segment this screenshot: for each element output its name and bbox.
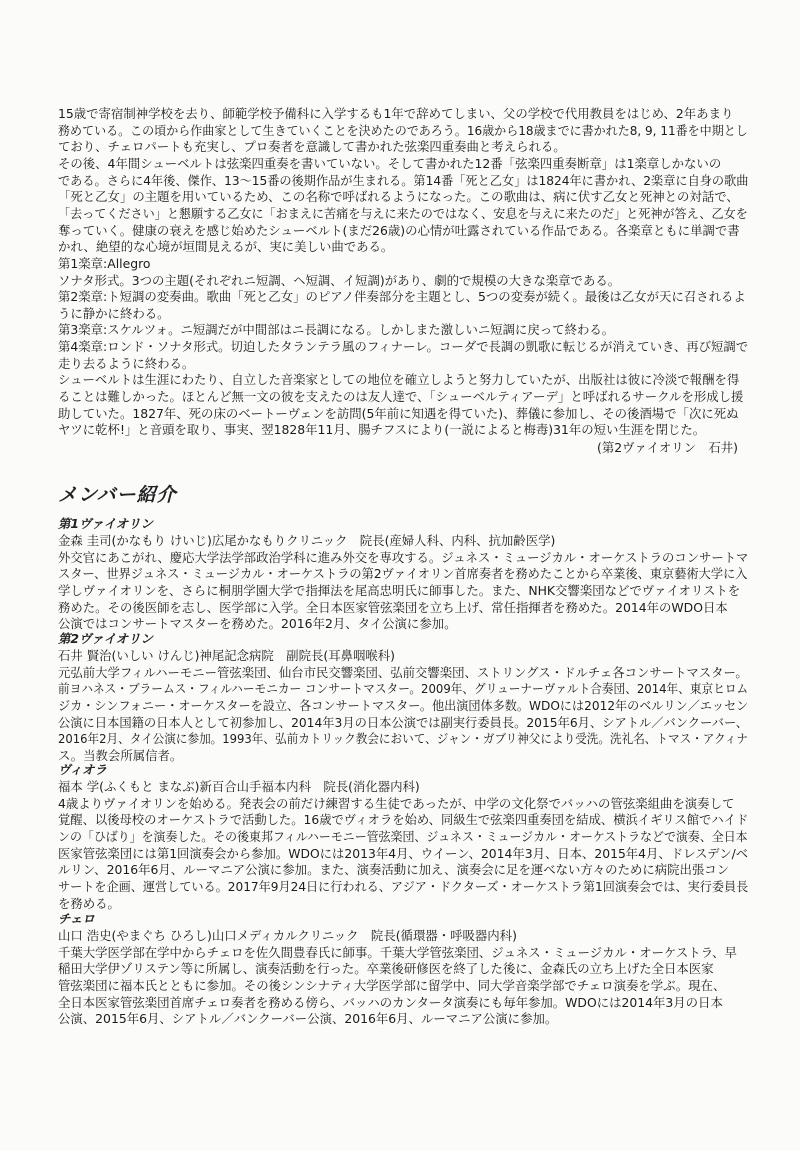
essay-signature: (第2ヴァイオリン 石井) bbox=[597, 440, 738, 455]
essay-line: 15歳で寄宿制神学校を去り、師範学校予備科に入学するも1年で辞めてしまい、父の学校で代用教員をはじめ、2年あまり bbox=[58, 106, 734, 121]
section-title: ヴィオラ bbox=[58, 762, 107, 777]
member-bio-line: を務める。 bbox=[58, 895, 120, 911]
essay-line: その後、4年間シューベルトは弦楽四重奏を書いていない。そして書かれた12番「弦楽四重奏断章」は1楽章しかないの bbox=[58, 155, 722, 171]
member-bio-line: サートを企画、運営している。2017年9月24日に行われる、アジア・ドクターズ・オーケストラ第1回演奏会では、実行委員長 bbox=[58, 878, 749, 894]
member-bio-line: 覚醒、以後母校のオーケストラで活動した。16歳でヴィオラを始め、同級生で弦楽四重奏団を結成、横浜イギリス館でハイド bbox=[58, 812, 749, 828]
essay-line: 奪っていく。健康の衰えを感じ始めたシューベルト(まだ26歳)の心情が吐露されている作品である。各楽章ともに単調で書 bbox=[58, 222, 740, 238]
member-bio-line: ンの「ひばり」を演奏した。その後東邦フィルハーモニー管弦楽団、ジュネス・ミュージカル・オーケストラなどで演奏、全日本 bbox=[58, 828, 748, 844]
member-name-line: 山口 浩史(やまぐち ひろし)山口メディカルクリニック 院長(循環器・呼吸器内科) bbox=[58, 928, 517, 943]
member-bio-line: 4歳よりヴァイオリンを始める。発表会の前だけ練習する生徒であったが、中学の文化祭でバッハの管弦楽組曲を演奏して bbox=[58, 795, 735, 811]
member-bio-line: 公演、2015年6月、シアトル／バンクーバー公演、2016年6月、ルーマニア公演に参加。 bbox=[58, 1011, 558, 1027]
essay-line: うに静かに終わる。 bbox=[58, 305, 170, 321]
member-bio-line: ス。当教会所属信者。 bbox=[58, 747, 183, 763]
member-bio-line: 公演に日本国籍の日本人として初参加し、2014年3月の日本公演では副実行委員長。2015年6月、シアトル／バンクーバー、 bbox=[58, 714, 749, 730]
member-bio-line: 医家管弦楽団には第1回演奏会から参加。WDOには2013年4月、ウイーン、2014年3月、日本、2015年4月、ドレスデン/ベ bbox=[58, 845, 749, 861]
essay-line: 務めている。この頃から作曲家として生きていくことを決めたのであろう。16歳から18歳までに書かれた8, 9, 11番を中期とし bbox=[58, 122, 748, 138]
member-bio-line: 千葉大学医学部在学中からチェロを佐久間豊春氏に師事。千葉大学管弦楽団、ジュネス・ミュージカル・オーケストラ、早 bbox=[58, 944, 737, 960]
member-bio-line: 学しヴァイオリンを、さらに桐朋学園大学で指揮法を尾高忠明氏に師事した。また、NHK交響楽団などでヴァイオリストを bbox=[58, 582, 741, 598]
member-bio-line: 外交官にあこがれ、慶応大学法学部政治学科に進み外交を専攻する。ジュネス・ミュージカル・オーケストラのコンサートマ bbox=[58, 549, 749, 565]
essay-line: 助していた。1827年、死の床のベートーヴェンを訪問(5年前に知遇を得ていた)、葬儀に参加し、その後酒場で「次に死ぬ bbox=[58, 405, 739, 421]
member-bio-line: スター、世界ジュネス・ミュージカル・オーケストラの第2ヴァイオリン首席奏者を務めたことから卒業後、東京藝術大学に入 bbox=[58, 566, 748, 582]
essay-line: 第3楽章:スケルツォ。ニ短調だが中間部はニ長調になる。しかしまた激しいニ短調に戻って終わる。 bbox=[58, 322, 615, 338]
section-title: チェロ bbox=[58, 911, 95, 926]
essay-line: 走り去るように終わる。 bbox=[58, 355, 195, 371]
member-bio-line: 務めた。その後医師を志し、医学部に入学。全日本医家管弦楽団を立ち上げ、常任指揮者を務めた。2014年のWDO日本 bbox=[58, 599, 728, 615]
member-bio-line: 稲田大学伊ゾリステン等に所属し、演奏活動を行った。卒業後研修医を終了した後に、金森氏の立ち上げた全日本医家 bbox=[58, 961, 714, 977]
member-bio-line: 2016年2月、タイ公演に参加。1993年、弘前カトリック教会において、ジャン・ガブリ神父により受洗。洗礼名、トマス・アクィナ bbox=[58, 731, 748, 747]
essay-line: シューベルトは生涯にわたり、自立した音楽家としての地位を確立しようと努力していたが、出版社は彼に冷淡で報酬を得 bbox=[58, 372, 740, 388]
member-bio-line: ジカ・シンフォニー・オーケスターを設立、各コンサートマスター。他出演団体多数。WDOには2012年のベルリン／エッセン bbox=[58, 697, 749, 713]
essay-line: である。さらに4年後、傑作、13～15番の後期作品が生まれる。第14番「死と乙女」は1824年に書かれ、2楽章に自身の歌曲 bbox=[58, 172, 749, 188]
member-bio-line: 元弘前大学フィルハーモニー管弦楽団、仙台市民交響楽団、弘前交響楽団、ストリングス・ドルチェ各コンサートマスター。 bbox=[58, 664, 748, 680]
essay-line: 第4楽章:ロンド・ソナタ形式。切迫したタランテラ風のフィナーレ。コーダで長調の凱歌に転じるが消えていき、再び短調で bbox=[58, 339, 749, 355]
member-name-line: 石井 賢治(いしい けんじ)神尾記念病院 副院長(耳鼻咽喉科) bbox=[58, 648, 395, 663]
member-bio-line: 公演ではコンサートマスターを務めた。2016年2月、タイ公演に参加。 bbox=[58, 616, 457, 632]
essay-line: ることは難しかった。ほとんど無一文の彼を支えたのは友人達で、「シューベルティアーデ」と呼ばれるサークルを形成し援 bbox=[58, 389, 744, 405]
member-bio-line: 全日本医家管弦楽団首席チェロ奏者を務める傍ら、バッハのカンタータ演奏にも毎年参加。WDOには2014年3月の日本 bbox=[58, 994, 723, 1010]
member-bio-line: 管弦楽団に福本氏とともに参加。その後シンシナティ大学医学部に留学中、同大学音楽学部でチェロ演奏を学ぶ。現在、 bbox=[58, 977, 726, 993]
essay-line: ており、チェロパートも充実し、プロ奏者を意識して書かれた弦楽四重奏曲と考えられる。 bbox=[58, 139, 566, 155]
essay-line: ヤツに乾杯!」と音頭を取り、事実、翌1828年11月、腸チフスにより(一説によると梅毒)31年の短い生涯を閉じた。 bbox=[58, 422, 706, 438]
essay-line: 第1楽章:Allegro bbox=[58, 255, 151, 271]
essay-line: 「去ってください」と懇願する乙女に「おまえに苦痛を与えに来たのではなく、安息を与えに来たのだ」と死神が答え、乙女を bbox=[58, 205, 748, 221]
member-bio-line: 前ヨハネス・ブラームス・フィルハーモニカー コンサートマスター。2009年、グリューナーヴァルト合奏団、2014年、東京ヒロム bbox=[58, 681, 749, 697]
essay-line: 「死と乙女」の主題を用いているため、この名称で呼ばれるようになった。この歌曲は、病に伏す乙女と死神との対話で、 bbox=[58, 189, 739, 205]
members-heading: メンバー紹介 bbox=[58, 484, 177, 506]
essay-line: かれ、絶望的な心境が垣間見えるが、実に美しい曲である。 bbox=[58, 239, 394, 255]
member-name-line: 金森 圭司(かなもり けいじ)広尾かなもりクリニック 院長(産婦人科、内科、抗加齢医学) bbox=[58, 533, 556, 548]
essay-line: 第2楽章:ト短調の変奏曲。歌曲「死と乙女」のピアノ伴奏部分を主題とし、5つの変奏が続く。最後は乙女が天に召されるよ bbox=[58, 289, 746, 305]
section-title: 第2ヴァイオリン bbox=[58, 631, 153, 646]
section-title: 第1ヴァイオリン bbox=[58, 516, 153, 531]
essay-line: ソナタ形式。3つの主題(それぞれニ短調、ヘ短調、イ短調)があり、劇的で規模の大きな楽章である。 bbox=[58, 272, 621, 288]
member-name-line: 福本 学(ふくもと まなぶ)新百合山手福本内科 院長(消化器内科) bbox=[58, 779, 420, 794]
member-bio-line: ルリン、2016年6月、ルーマニア公演に参加。また、演奏活動に加え、演奏会に足を運べない方々のために病院出張コン bbox=[58, 862, 730, 878]
